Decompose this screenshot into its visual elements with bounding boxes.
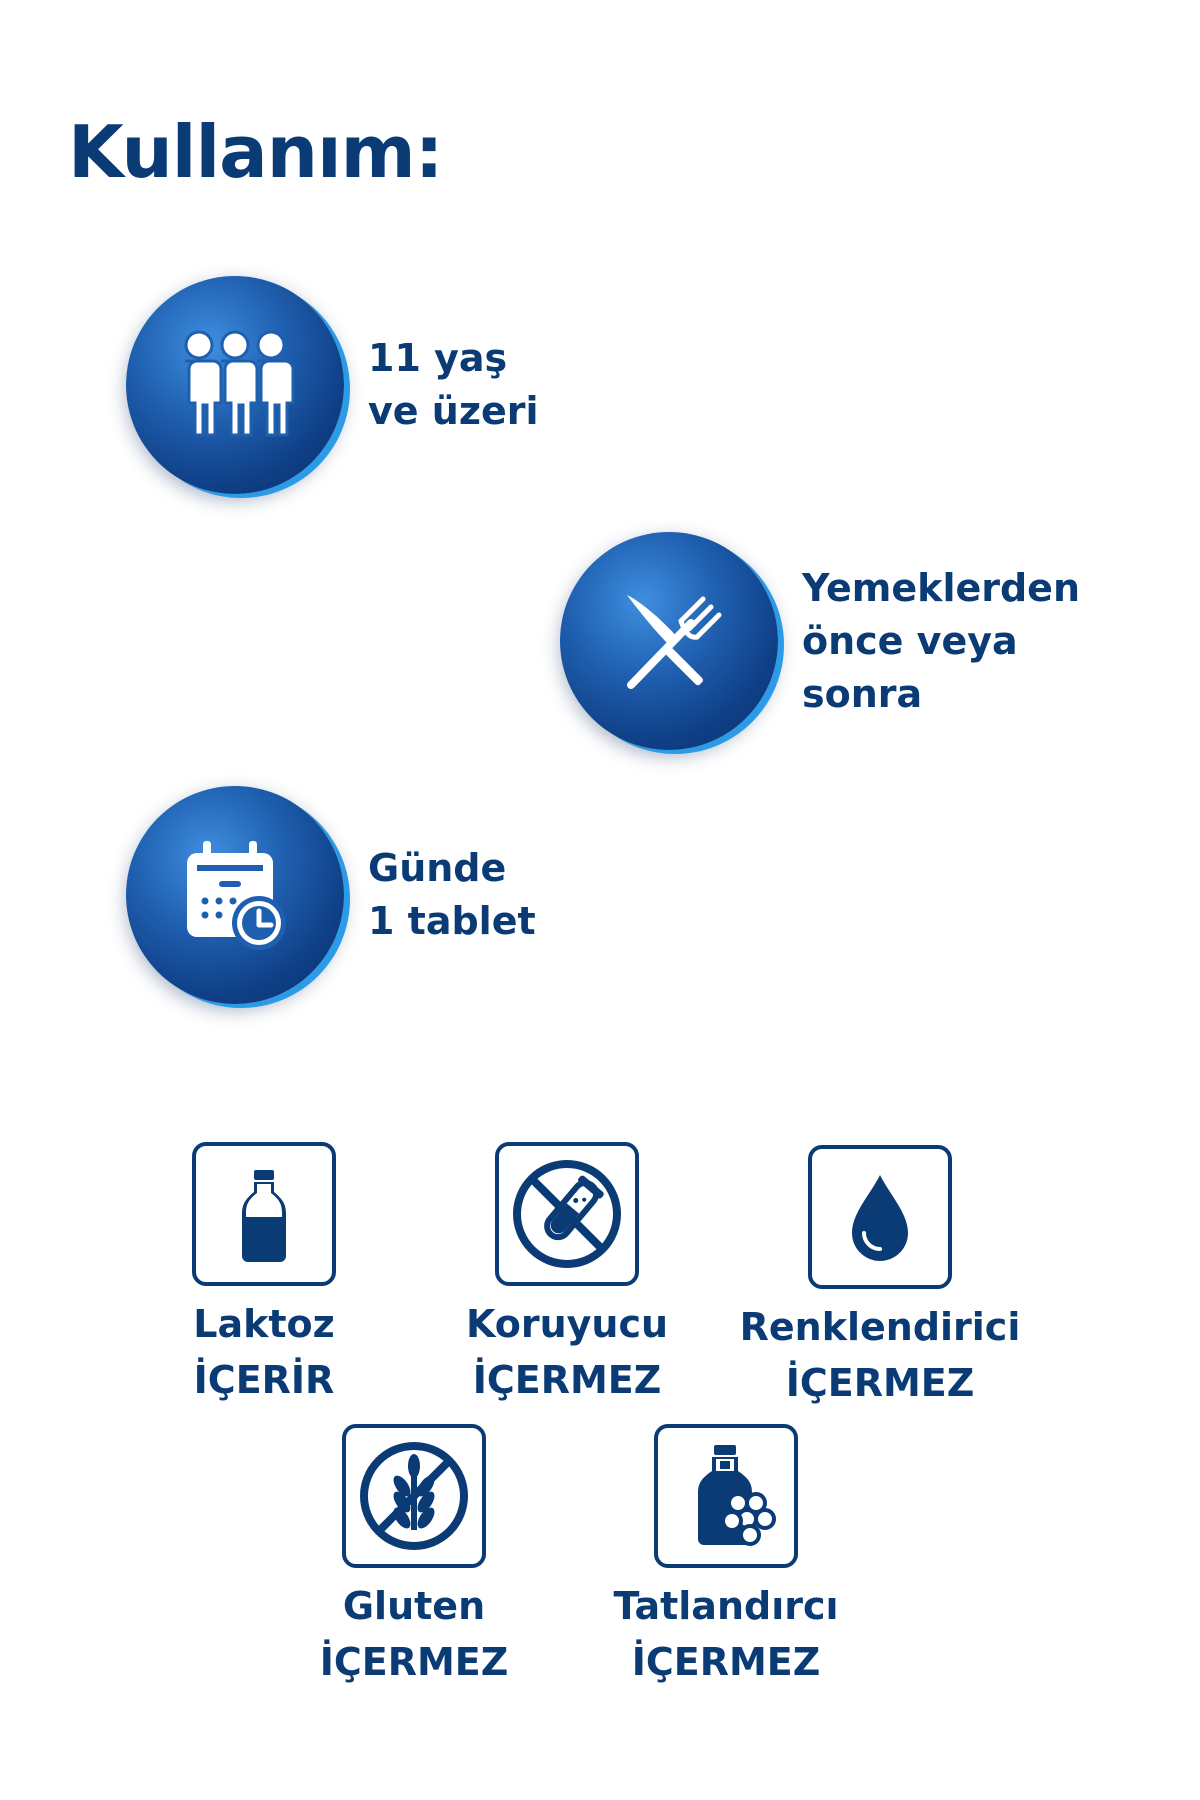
- fork-knife-icon: [560, 532, 778, 750]
- usage-text: 11 yaş ve üzeri: [368, 336, 539, 433]
- people-group-icon: [126, 276, 344, 494]
- badge-label: Koruyucu İÇERMEZ: [465, 1302, 669, 1402]
- usage-item-age: [126, 276, 538, 494]
- no-preservative-icon: [495, 1142, 639, 1286]
- no-gluten-icon: [342, 1424, 486, 1568]
- badge-sweetener: [586, 1424, 866, 1690]
- badge-label: Gluten İÇERMEZ: [319, 1584, 509, 1684]
- drop-icon: [808, 1145, 952, 1289]
- badge-label: Renklendirici İÇERMEZ: [739, 1305, 1021, 1405]
- usage-text: Günde 1 tablet: [368, 846, 536, 943]
- page-title: Kullanım:: [68, 110, 443, 194]
- sweetener-icon: [654, 1424, 798, 1568]
- usage-text: Yemeklerden önce veya sonra: [802, 565, 1081, 716]
- usage-item-dose: [126, 786, 536, 1004]
- badge-label: Laktoz İÇERİR: [193, 1302, 335, 1402]
- badge-label: Tatlandırcı İÇERMEZ: [613, 1584, 839, 1684]
- milk-bottle-icon: [192, 1142, 336, 1286]
- badge-preservative: [447, 1142, 687, 1408]
- badge-lactose: [164, 1142, 364, 1408]
- badge-colorant: [730, 1145, 1030, 1411]
- calendar-clock-icon: [126, 786, 344, 1004]
- badge-gluten: [304, 1424, 524, 1690]
- usage-item-meal: [560, 532, 1080, 750]
